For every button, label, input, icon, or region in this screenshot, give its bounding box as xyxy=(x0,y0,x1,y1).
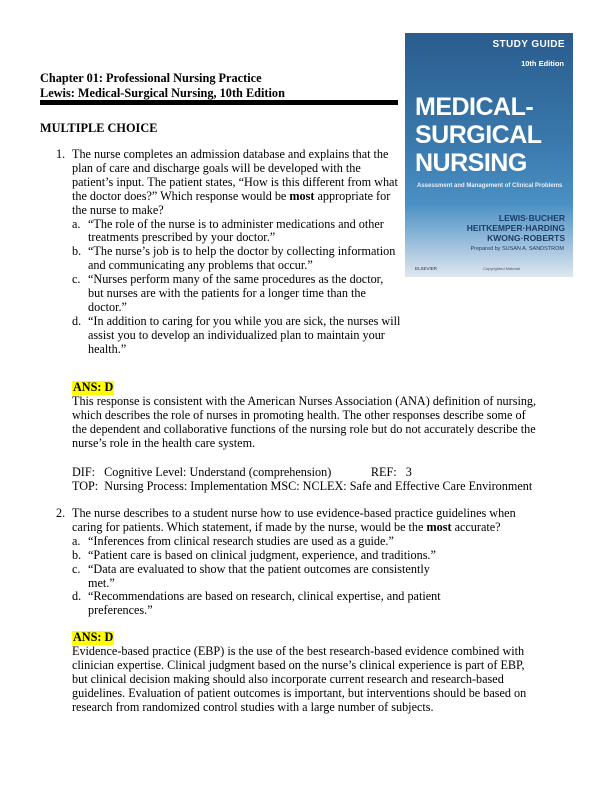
question-stem: The nurse completes an admission database and explains that the plan of care and discharge goals will be developed with the patient’s input. The patient states, “How is this different from what the doctor does?” Which response would be most appropriate for the nurse to make? xyxy=(72,147,398,217)
cover-study-guide: STUDY GUIDE xyxy=(492,39,565,50)
option-d: d. “In addition to caring for you while you are sick, the nurses will assist you to develop an individualized plan to maintain your health.” xyxy=(72,313,401,356)
question-number: 1. xyxy=(56,147,66,161)
option-list xyxy=(56,535,456,618)
chapter-header xyxy=(40,71,410,100)
rationale: This response is consistent with the American Nurses Association (ANA) definition of nursing, which describes the role of nurses in promoting health. The other responses describe some of the dependent and collaborative functions of the nursing role but do not accurately describe the nurse’s role in the health care system. xyxy=(72,393,537,450)
option-c: c. “Nurses perform many of the same procedures as the doctor, but nurses are with the patients for a longer time than the doctor.” xyxy=(72,272,384,314)
option-a: a. “The role of the nurse is to administer medications and other treatments prescribed by your doctor.” xyxy=(72,216,384,245)
book-cover-image xyxy=(405,33,573,277)
emphasis: most xyxy=(426,519,452,534)
cover-subtitle: Assessment and Management of Clinical Problems xyxy=(417,183,563,189)
cover-copyright: Copyrighted Material xyxy=(483,266,520,271)
option-b: b. “The nurse’s job is to help the doctor by collecting information and communicating any problems that occur.” xyxy=(72,244,396,273)
section-title: MULTIPLE CHOICE xyxy=(40,121,158,135)
question-2 xyxy=(56,507,526,618)
option-a: a. “Inferences from clinical research studies are used as a guide.” xyxy=(72,533,394,548)
topic-line: TOP: Nursing Process: Implementation MSC: NCLEX: Safe and Effective Care Environment xyxy=(72,479,533,493)
answer-label: ANS: D xyxy=(73,630,114,644)
option-d: d. “Recommendations are based on research, clinical expertise, and patient preferences.” xyxy=(72,589,441,618)
option-list xyxy=(56,218,401,357)
answer-1 xyxy=(72,381,542,451)
cover-prepared-by: Prepared by SUSAN A. SANDSTROM xyxy=(470,246,564,252)
answer-2 xyxy=(72,631,542,714)
rationale: Evidence-based practice (EBP) is the use of the best research-based evidence combined with clinician expertise. Clinical judgment based on the nurse’s clinical experience is part of EBP, but clinical decision making should also incorporate current research and research-based guidelines. Evaluation of patient outcomes is important, but interventions should be based on research from randomized control studies with a large number of subjects. xyxy=(72,643,527,714)
book-title: Lewis: Medical-Surgical Nursing, 10th Edition xyxy=(40,85,285,100)
cover-title-line-2: SURGICAL xyxy=(415,121,542,149)
cover-edition: 10th Edition xyxy=(521,59,564,68)
cover-publisher: ELSEVIER xyxy=(415,266,438,271)
cover-title-line-1: MEDICAL- xyxy=(415,93,534,121)
option-c: c. “Data are evaluated to show that the patient outcomes are consistently met.” xyxy=(72,561,430,590)
question-1 xyxy=(56,148,401,357)
difficulty-line: DIF: Cognitive Level: Understand (comprehension) REF: 3 xyxy=(72,465,412,479)
cover-authors: LEWIS·BUCHER HEITKEMPER·HARDING KWONG·ROBERTS xyxy=(466,213,565,243)
option-b: b. “Patient care is based on clinical judgment, experience, and traditions.” xyxy=(72,547,436,562)
question-stem: The nurse describes to a student nurse how to use evidence-based practice guidelines when caring for patients. Which statement, if made by the nurse, would be the most accurate? xyxy=(72,506,516,534)
question-number: 2. xyxy=(56,506,66,520)
chapter-title: Chapter 01: Professional Nursing Practice xyxy=(40,71,262,85)
header-rule xyxy=(40,100,398,105)
cover-title-line-3: NURSING xyxy=(415,149,527,177)
answer-label: ANS: D xyxy=(73,380,114,394)
emphasis: most xyxy=(289,188,315,203)
